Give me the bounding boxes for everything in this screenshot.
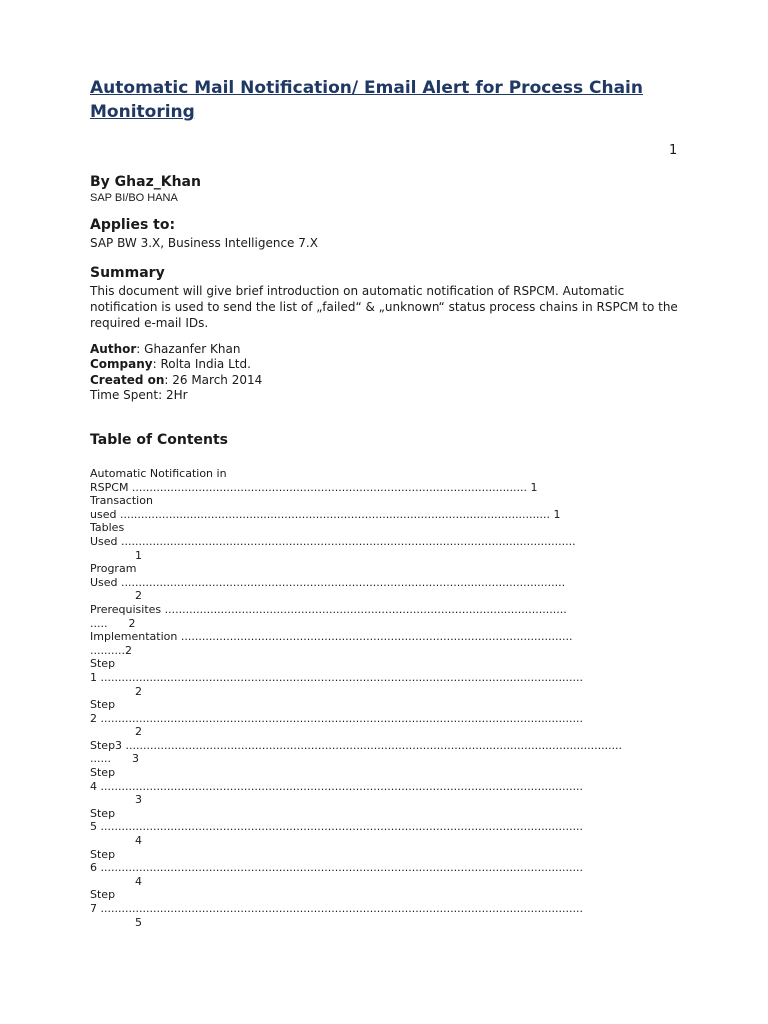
toc-page-number: 5 [135,915,142,929]
meta-created [90,373,262,388]
toc-entry-title: Step [90,698,116,712]
meta-company-label: Company [90,357,153,372]
toc-page-number: ...... 3 [90,752,139,766]
toc-entry-line: 5 .......................................................................................................................................... [90,820,584,834]
toc-page-number: 1 [135,548,142,562]
toc-entry-line: 7 .......................................................................................................................................... [90,902,584,915]
applies-text: SAP BW 3.X, Business Intelligence 7.X [90,236,318,250]
toc-page-number: 2 [135,589,142,603]
toc-entry[interactable] [90,698,680,739]
meta-time-spent: Time Spent: 2Hr [90,387,188,402]
toc-entry[interactable] [90,888,680,929]
meta-author-label: Author [90,342,137,356]
toc-entry[interactable] [90,603,680,630]
toc-entry-line: Used .................................................................................................................................. [90,534,576,548]
toc-entry[interactable] [90,807,680,848]
toc-entry[interactable] [90,657,680,698]
toc-entry-title: Step [90,847,116,861]
author-heading: By Ghaz_Khan [90,174,201,190]
summary-text: This document will give brief introduction on automatic notification of RSPCM. Automatic notification is used to send the list of „failed“ & „unknown“ status process chains in RSPCM to the required e-mail IDs. [90,284,678,330]
author-subtitle: SAP BI/BO HANA [90,192,178,204]
toc-page-number: ..... 2 [90,616,136,630]
toc-entry-title: Tables [90,521,125,535]
toc-page-number: ..........2 [90,643,132,657]
applies-heading: Applies to: [90,217,176,233]
document-meta [90,342,262,403]
toc-entry-title: Automatic Notification in [90,467,227,480]
toc-entry-line: RSPCM ................................................................................................................. 1 [90,480,538,494]
toc-entry-line: 4 .......................................................................................................................................... [90,779,584,793]
toc-entry[interactable] [90,630,680,657]
toc-entry-line: 1 .......................................................................................................................................... [90,670,584,684]
page-number: 1 [669,143,678,158]
document-title[interactable]: Automatic Mail Notification/ Email Alert for Process Chain Monitoring [90,78,643,122]
toc-entry-title: Step [90,657,116,671]
toc-entry-title: Program [90,562,137,576]
toc-page-number: 3 [135,793,142,807]
toc-heading: Table of Contents [90,432,229,448]
toc-entry-title: Step [90,766,116,780]
toc-entry-line: 6 .......................................................................................................................................... [90,861,584,875]
meta-author [90,342,262,357]
toc-entry-line: Used ............................................................................................................................... [90,575,566,589]
meta-created-value: : 26 March 2014 [164,372,263,387]
toc-page-number: 4 [135,834,142,848]
toc-entry-title: Transaction [90,494,153,508]
toc-entry-title: Step [90,806,116,820]
meta-company-value: : Rolta India Ltd. [152,357,251,372]
toc-page-number: 2 [135,725,142,739]
toc-entry-line: Prerequisites ................................................................................................................... [90,602,567,616]
toc-entry[interactable] [90,562,680,603]
toc-entry[interactable] [90,739,680,766]
meta-author-value: : Ghazanfer Khan [136,342,241,356]
toc-entry[interactable] [90,521,680,562]
toc-entry-line: 2 .......................................................................................................................................... [90,711,584,725]
summary-heading: Summary [90,265,165,281]
table-of-contents [90,467,680,929]
toc-entry-line: Step3 .............................................................................................................................................. [90,738,623,752]
toc-page-number: 4 [135,874,142,888]
toc-entry[interactable] [90,766,680,807]
toc-entry-title: Step [90,888,116,902]
toc-entry-line: Implementation ................................................................................................................ [90,630,573,644]
toc-entry[interactable] [90,494,680,521]
toc-page-number: 2 [135,684,142,698]
toc-entry[interactable] [90,467,680,494]
toc-entry-line: used ........................................................................................................................... 1 [90,507,561,521]
meta-company [90,357,262,372]
meta-created-label: Created on [90,372,165,387]
toc-entry[interactable] [90,848,680,889]
